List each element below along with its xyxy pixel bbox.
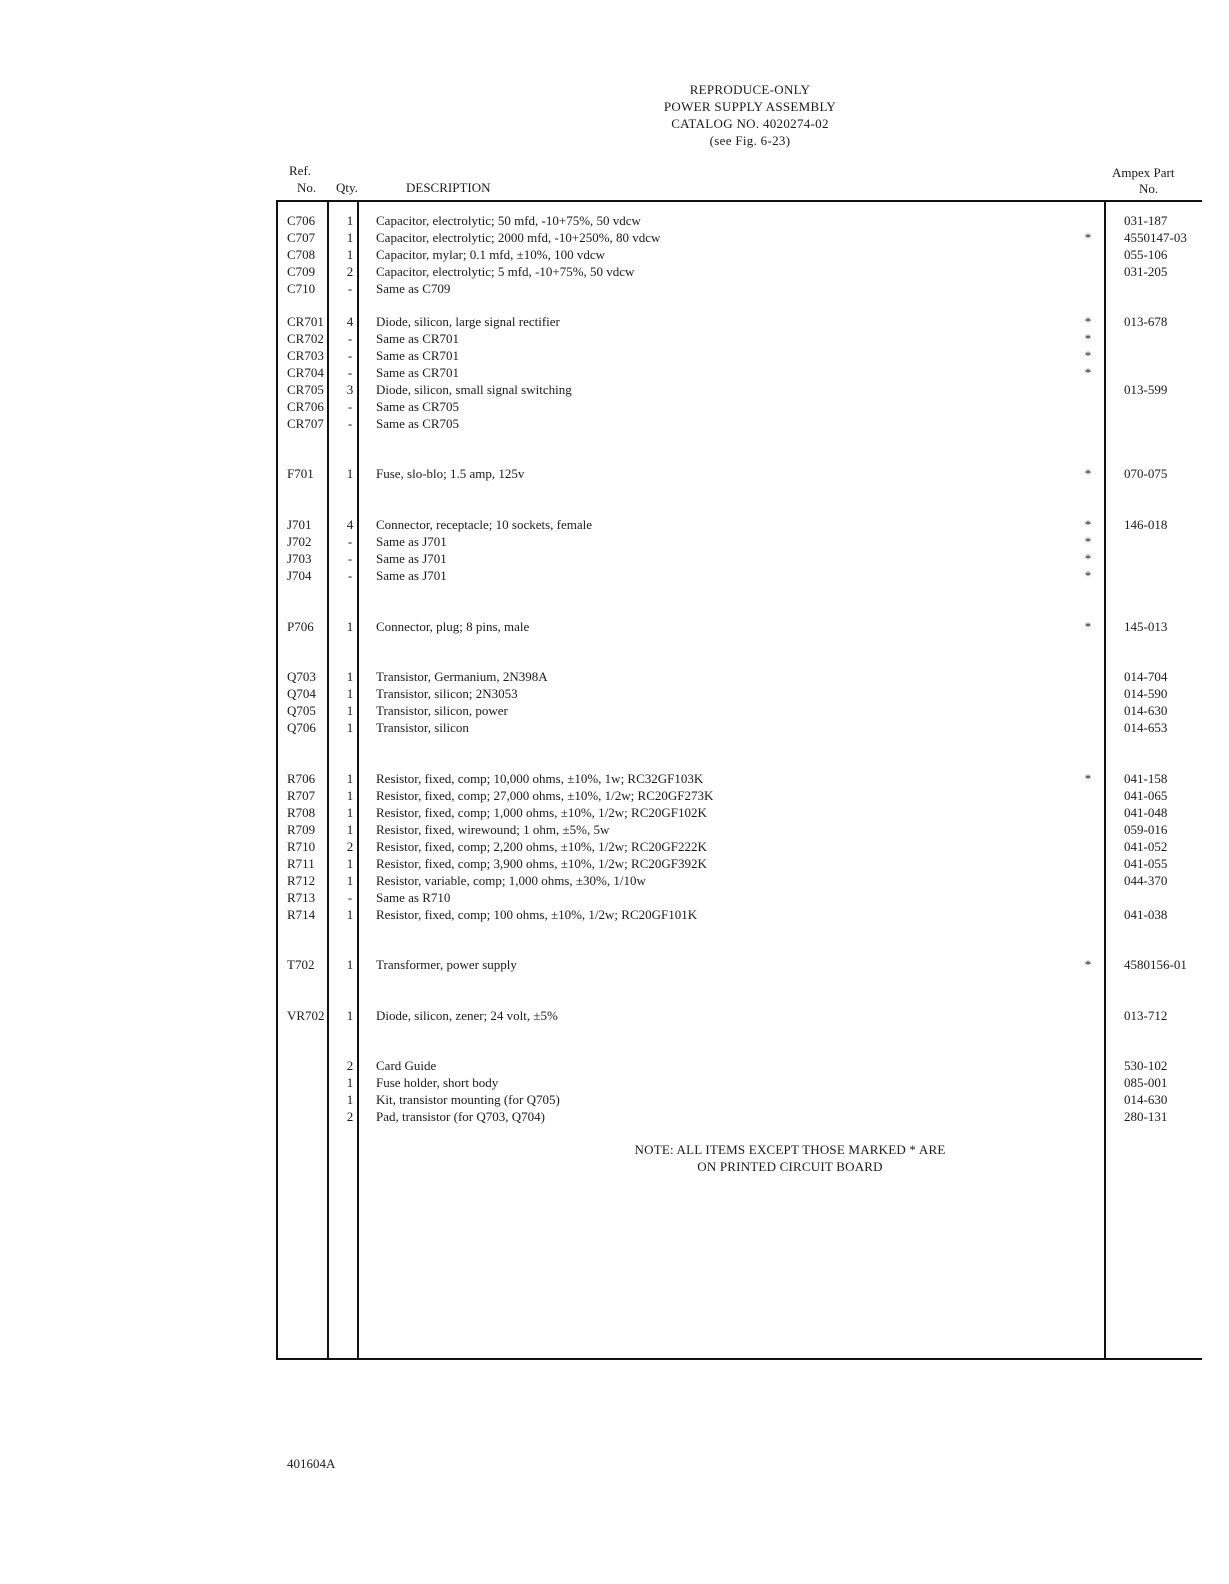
header-line-1: REPRODUCE-ONLY <box>689 82 811 97</box>
quantity: 1 <box>346 247 354 262</box>
table-row <box>0 398 1229 415</box>
ref-no: C708 <box>287 247 316 262</box>
table-row <box>0 212 1229 229</box>
description: Resistor, fixed, comp; 27,000 ohms, ±10%, 1/2w; RC20GF273K <box>376 788 714 803</box>
ref-no: R711 <box>287 856 315 871</box>
table-row <box>0 889 1229 906</box>
document-number: 401604A <box>287 1456 336 1471</box>
ref-no: T702 <box>287 957 315 972</box>
table-row <box>0 906 1229 923</box>
ref-no: R707 <box>287 788 316 803</box>
quantity: 1 <box>346 669 354 684</box>
quantity: 1 <box>346 873 354 888</box>
description: Resistor, fixed, comp; 2,200 ohms, ±10%, 1/2w; RC20GF222K <box>376 839 707 854</box>
ref-no: C707 <box>287 230 316 245</box>
table-row <box>0 516 1229 533</box>
ref-no: CR706 <box>287 399 324 414</box>
description: Same as CR701 <box>376 348 460 363</box>
table-row <box>0 1108 1229 1125</box>
note-line-2: ON PRINTED CIRCUIT BOARD <box>697 1159 883 1174</box>
table-row <box>0 804 1229 821</box>
table-row <box>0 1074 1229 1091</box>
quantity: 1 <box>346 771 354 786</box>
off-board-marker: * <box>1084 551 1092 566</box>
ref-no: Q705 <box>287 703 316 718</box>
quantity: 1 <box>346 805 354 820</box>
off-board-marker: * <box>1084 230 1092 245</box>
quantity: 1 <box>346 822 354 837</box>
table-row <box>0 263 1229 280</box>
header-line-3: CATALOG NO. 4020274-02 <box>671 116 829 131</box>
quantity: 2 <box>346 1109 354 1124</box>
quantity: 1 <box>346 466 354 481</box>
description: Same as R710 <box>376 890 451 905</box>
description: Transformer, power supply <box>376 957 517 972</box>
part-number: 041-048 <box>1124 805 1168 820</box>
quantity: - <box>347 348 353 363</box>
quantity: 1 <box>346 1075 354 1090</box>
table-row <box>0 787 1229 804</box>
ref-no: R710 <box>287 839 316 854</box>
quantity: 1 <box>346 957 354 972</box>
description: Same as J701 <box>376 534 447 549</box>
table-row <box>0 719 1229 736</box>
quantity: - <box>347 416 353 431</box>
description: Resistor, variable, comp; 1,000 ohms, ±30%, 1/10w <box>376 873 646 888</box>
description: Diode, silicon, large signal rectifier <box>376 314 560 329</box>
ref-no: VR702 <box>287 1008 325 1023</box>
description: Same as CR705 <box>376 399 460 414</box>
quantity: - <box>347 534 353 549</box>
part-number: 044-370 <box>1124 873 1168 888</box>
quantity: 1 <box>346 907 354 922</box>
table-row <box>0 533 1229 550</box>
part-number: 041-038 <box>1124 907 1168 922</box>
quantity: 1 <box>346 619 354 634</box>
table-row <box>0 1057 1229 1074</box>
table-row <box>0 838 1229 855</box>
quantity: 4 <box>346 517 354 532</box>
col-qty: Qty. <box>336 180 358 195</box>
table-row <box>0 330 1229 347</box>
description: Transistor, silicon <box>376 720 469 735</box>
col-ref-line1: Ref. <box>289 163 312 178</box>
table-row <box>0 465 1229 482</box>
part-number: 031-205 <box>1124 264 1168 279</box>
description: Same as J701 <box>376 568 447 583</box>
part-number: 014-590 <box>1124 686 1168 701</box>
off-board-marker: * <box>1084 957 1092 972</box>
quantity: - <box>347 281 353 296</box>
part-number: 014-704 <box>1124 669 1168 684</box>
quantity: 1 <box>346 788 354 803</box>
note-line-1: NOTE: ALL ITEMS EXCEPT THOSE MARKED * ARE <box>634 1142 946 1157</box>
off-board-marker: * <box>1084 331 1092 346</box>
description: Resistor, fixed, wirewound; 1 ohm, ±5%, 5w <box>376 822 610 837</box>
part-number: 031-187 <box>1124 213 1168 228</box>
table-row <box>0 702 1229 719</box>
table-row <box>0 872 1229 889</box>
ref-no: J701 <box>287 517 312 532</box>
table-row <box>0 685 1229 702</box>
ref-no: R713 <box>287 890 316 905</box>
table-row <box>0 567 1229 584</box>
off-board-marker: * <box>1084 619 1092 634</box>
description: Transistor, silicon, power <box>376 703 508 718</box>
description: Connector, receptacle; 10 sockets, female <box>376 517 593 532</box>
ref-no: CR703 <box>287 348 324 363</box>
description: Diode, silicon, small signal switching <box>376 382 572 397</box>
table-row <box>0 956 1229 973</box>
ref-no: CR705 <box>287 382 324 397</box>
part-number: 070-075 <box>1124 466 1168 481</box>
table-row <box>0 229 1229 246</box>
description: Capacitor, mylar; 0.1 mfd, ±10%, 100 vdcw <box>376 247 606 262</box>
quantity: - <box>347 551 353 566</box>
description: Connector, plug; 8 pins, male <box>376 619 530 634</box>
table-row <box>0 618 1229 635</box>
description: Transistor, silicon; 2N3053 <box>376 686 518 701</box>
header-line-2: POWER SUPPLY ASSEMBLY <box>663 99 837 114</box>
quantity: 1 <box>346 856 354 871</box>
quantity: 4 <box>346 314 354 329</box>
description: Resistor, fixed, comp; 100 ohms, ±10%, 1/2w; RC20GF101K <box>376 907 698 922</box>
col-part-line1: Ampex Part <box>1112 165 1175 180</box>
col-description: DESCRIPTION <box>406 180 491 195</box>
quantity: 1 <box>346 1008 354 1023</box>
part-number: 280-131 <box>1124 1109 1168 1124</box>
description: Resistor, fixed, comp; 10,000 ohms, ±10%, 1w; RC32GF103K <box>376 771 704 786</box>
ref-no: C706 <box>287 213 316 228</box>
description: Capacitor, electrolytic; 2000 mfd, -10+250%, 80 vdcw <box>376 230 661 245</box>
ref-no: P706 <box>287 619 314 634</box>
col-ref-line2: No. <box>297 180 317 195</box>
part-number: 085-001 <box>1124 1075 1168 1090</box>
off-board-marker: * <box>1084 365 1092 380</box>
ref-no: R706 <box>287 771 316 786</box>
description: Kit, transistor mounting (for Q705) <box>376 1092 560 1107</box>
quantity: - <box>347 365 353 380</box>
ref-no: Q703 <box>287 669 316 684</box>
quantity: 1 <box>346 720 354 735</box>
header-line-4: (see Fig. 6-23) <box>709 133 791 148</box>
quantity: 1 <box>346 213 354 228</box>
table-row <box>0 246 1229 263</box>
part-number: 014-653 <box>1124 720 1168 735</box>
quantity: - <box>347 399 353 414</box>
part-number: 145-013 <box>1124 619 1168 634</box>
part-number: 041-052 <box>1124 839 1168 854</box>
part-number: 013-599 <box>1124 382 1168 397</box>
description: Same as C709 <box>376 281 451 296</box>
ref-no: J704 <box>287 568 312 583</box>
description: Transistor, Germanium, 2N398A <box>376 669 548 684</box>
part-number: 013-712 <box>1124 1008 1168 1023</box>
table-row <box>0 364 1229 381</box>
off-board-marker: * <box>1084 568 1092 583</box>
ref-no: CR702 <box>287 331 324 346</box>
ref-no: F701 <box>287 466 314 481</box>
part-number: 4550147-03 <box>1124 230 1187 245</box>
part-number: 014-630 <box>1124 1092 1168 1107</box>
part-number: 041-158 <box>1124 771 1168 786</box>
table-row <box>0 1091 1229 1108</box>
description: Resistor, fixed, comp; 1,000 ohms, ±10%, 1/2w; RC20GF102K <box>376 805 707 820</box>
part-number: 059-016 <box>1124 822 1168 837</box>
description: Resistor, fixed, comp; 3,900 ohms, ±10%, 1/2w; RC20GF392K <box>376 856 707 871</box>
ref-no: Q706 <box>287 720 316 735</box>
off-board-marker: * <box>1084 348 1092 363</box>
description: Same as J701 <box>376 551 447 566</box>
table-row <box>0 313 1229 330</box>
table-row <box>0 770 1229 787</box>
description: Diode, silicon, zener; 24 volt, ±5% <box>376 1008 558 1023</box>
part-number: 013-678 <box>1124 314 1168 329</box>
table-row <box>0 855 1229 872</box>
quantity: - <box>347 568 353 583</box>
part-number: 041-055 <box>1124 856 1168 871</box>
description: Pad, transistor (for Q703, Q704) <box>376 1109 545 1124</box>
ref-no: R712 <box>287 873 316 888</box>
ref-no: CR704 <box>287 365 324 380</box>
quantity: 2 <box>346 839 354 854</box>
table-row <box>0 668 1229 685</box>
quantity: 1 <box>346 703 354 718</box>
quantity: 1 <box>346 686 354 701</box>
quantity: 3 <box>346 382 354 397</box>
quantity: - <box>347 890 353 905</box>
part-number: 041-065 <box>1124 788 1168 803</box>
quantity: - <box>347 331 353 346</box>
table-row <box>0 280 1229 297</box>
off-board-marker: * <box>1084 466 1092 481</box>
description: Capacitor, electrolytic; 5 mfd, -10+75%, 50 vdcw <box>376 264 635 279</box>
table-row <box>0 1007 1229 1024</box>
ref-no: J703 <box>287 551 312 566</box>
ref-no: R714 <box>287 907 316 922</box>
off-board-marker: * <box>1084 517 1092 532</box>
description: Fuse, slo-blo; 1.5 amp, 125v <box>376 466 525 481</box>
off-board-marker: * <box>1084 534 1092 549</box>
table-row <box>0 550 1229 567</box>
part-number: 4580156-01 <box>1124 957 1187 972</box>
part-number: 146-018 <box>1124 517 1168 532</box>
table-row <box>0 821 1229 838</box>
description: Capacitor, electrolytic; 50 mfd, -10+75%, 50 vdcw <box>376 213 641 228</box>
quantity: 2 <box>346 1058 354 1073</box>
quantity: 1 <box>346 1092 354 1107</box>
part-number: 055-106 <box>1124 247 1168 262</box>
description: Fuse holder, short body <box>376 1075 499 1090</box>
quantity: 1 <box>346 230 354 245</box>
off-board-marker: * <box>1084 771 1092 786</box>
description: Same as CR701 <box>376 331 460 346</box>
ref-no: C710 <box>287 281 316 296</box>
table-row <box>0 415 1229 432</box>
description: Same as CR701 <box>376 365 460 380</box>
description: Same as CR705 <box>376 416 460 431</box>
ref-no: R708 <box>287 805 316 820</box>
part-number: 530-102 <box>1124 1058 1168 1073</box>
ref-no: CR701 <box>287 314 324 329</box>
table-row <box>0 381 1229 398</box>
ref-no: C709 <box>287 264 316 279</box>
ref-no: Q704 <box>287 686 316 701</box>
ref-no: J702 <box>287 534 312 549</box>
col-part-line2: No. <box>1139 181 1159 196</box>
ref-no: R709 <box>287 822 316 837</box>
description: Card Guide <box>376 1058 437 1073</box>
table-row <box>0 347 1229 364</box>
ref-no: CR707 <box>287 416 324 431</box>
quantity: 2 <box>346 264 354 279</box>
off-board-marker: * <box>1084 314 1092 329</box>
part-number: 014-630 <box>1124 703 1168 718</box>
